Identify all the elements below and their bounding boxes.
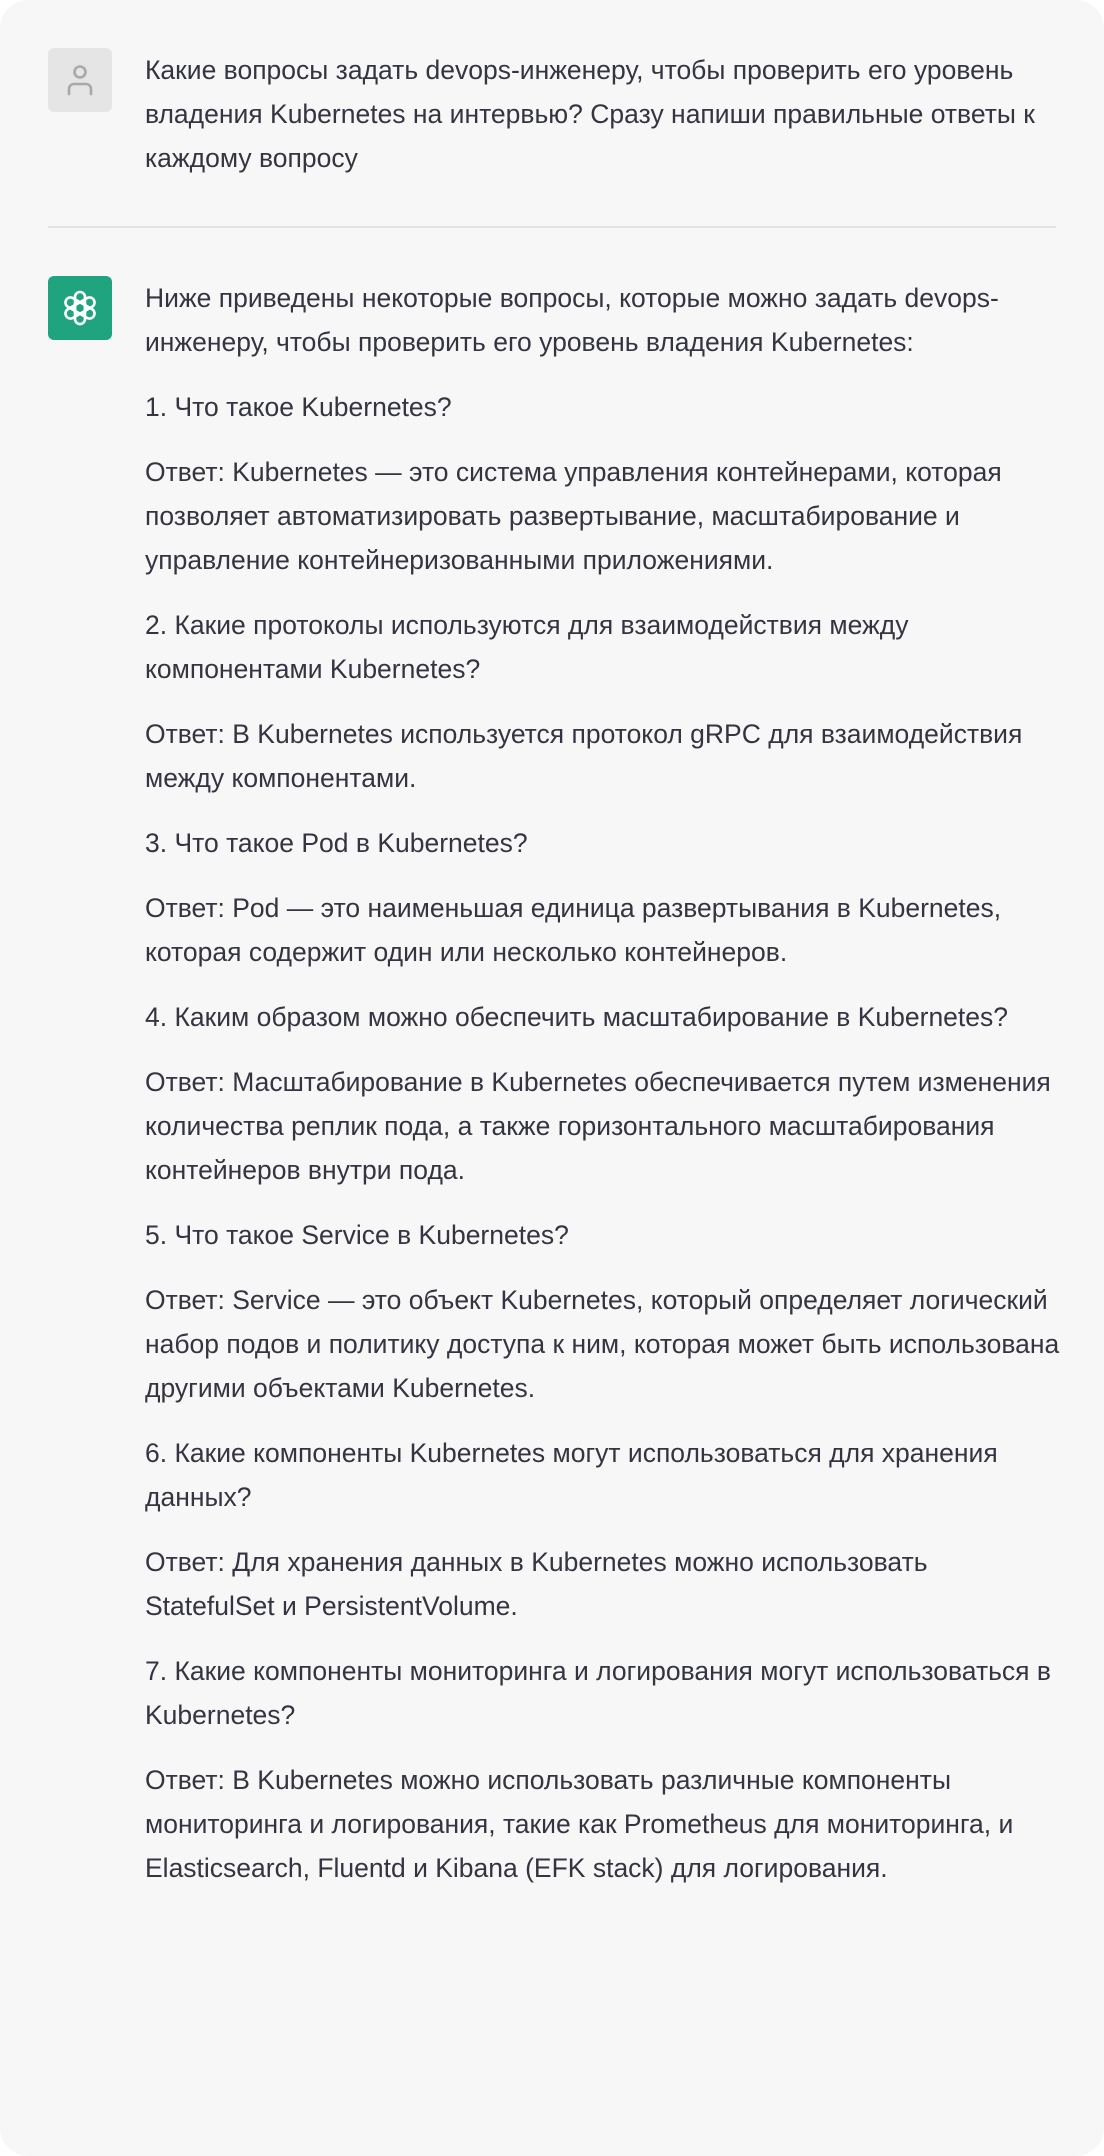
- answer-4: Ответ: Масштабирование в Kubernetes обеспечивается путем изменения количества реплик пода, а также горизонтального масштабирования контейнеров внутри пода.: [145, 1067, 1051, 1185]
- user-message: [48, 48, 1056, 180]
- question-3: 3. Что такое Pod в Kubernetes?: [145, 828, 528, 858]
- question-6: 6. Какие компоненты Kubernetes могут использоваться для хранения данных?: [145, 1438, 998, 1512]
- assistant-message-text: [145, 276, 1060, 1890]
- answer-5: Ответ: Service — это объект Kubernetes, который определяет логический набор подов и политику доступа к ним, которая может быть использована другими объектами Kubernetes.: [145, 1285, 1060, 1403]
- question-4: 4. Каким образом можно обеспечить масштабирование в Kubernetes?: [145, 1002, 1009, 1032]
- assistant-avatar: [48, 276, 112, 340]
- answer-3: Ответ: Pod — это наименьшая единица развертывания в Kubernetes, которая содержит один или несколько контейнеров.: [145, 893, 1002, 967]
- answer-7: Ответ: В Kubernetes можно использовать различные компоненты мониторинга и логирования, такие как Prometheus для мониторинга, и Elasticsearch, Fluentd и Kibana (EFK stack) для логирования.: [145, 1765, 1014, 1883]
- answer-2: Ответ: В Kubernetes используется протокол gRPC для взаимодействия между компонентами.: [145, 719, 1023, 793]
- user-avatar: [48, 48, 112, 112]
- message-divider: [48, 226, 1056, 228]
- question-1: 1. Что такое Kubernetes?: [145, 392, 452, 422]
- answer-1: Ответ: Kubernetes — это система управления контейнерами, которая позволяет автоматизировать развертывание, масштабирование и управление контейнеризованными приложениями.: [145, 457, 1002, 575]
- openai-logo-icon: [58, 286, 102, 330]
- user-message-text: Какие вопросы задать devops-инженеру, чтобы проверить его уровень владения Kubernetes на интервью? Сразу напиши правильные ответы к каждому вопросу: [145, 55, 1035, 173]
- question-7: 7. Какие компоненты мониторинга и логирования могут использоваться в Kubernetes?: [145, 1656, 1051, 1730]
- user-icon: [65, 63, 95, 97]
- question-5: 5. Что такое Service в Kubernetes?: [145, 1220, 569, 1250]
- question-2: 2. Какие протоколы используются для взаимодействия между компонентами Kubernetes?: [145, 610, 909, 684]
- intro-paragraph: Ниже приведены некоторые вопросы, которые можно задать devops-инженеру, чтобы проверить его уровень владения Kubernetes:: [145, 283, 999, 357]
- assistant-message: [48, 276, 1060, 1911]
- answer-6: Ответ: Для хранения данных в Kubernetes можно использовать StatefulSet и PersistentVolume.: [145, 1547, 928, 1621]
